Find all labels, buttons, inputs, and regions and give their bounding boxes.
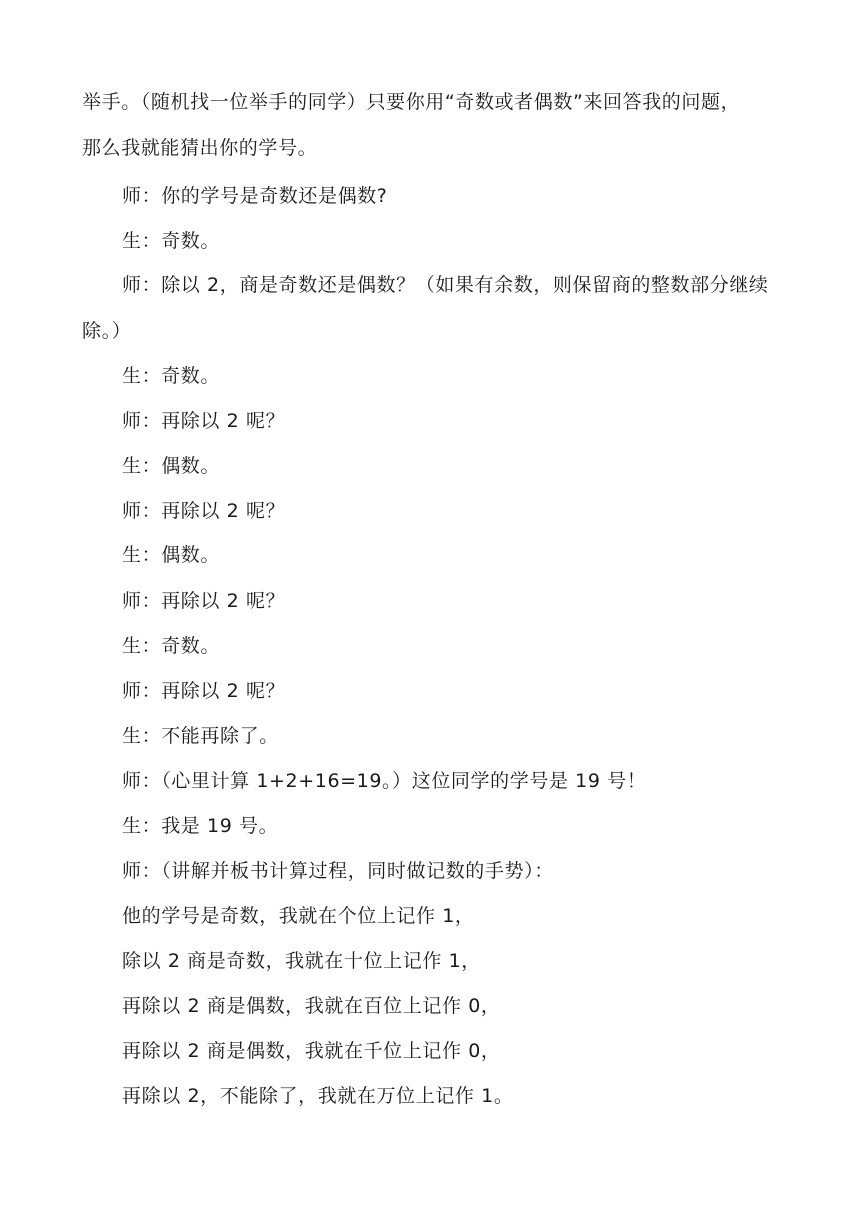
board-line: 再除以 2 商是偶数，我就在千位上记作 0，	[122, 1040, 501, 1062]
dialogue-line: 师：（心里计算 1+2+16=19。）这位同学的学号是 19 号！	[122, 770, 647, 792]
dialogue-line: 生：奇数。	[122, 635, 221, 657]
paragraph-line: 举手。（随机找一位举手的同学）只要你用“奇数或者偶数”来回答我的问题，	[82, 91, 741, 113]
dialogue-line: 师：再除以 2 呢？	[122, 410, 286, 432]
dialogue-line: 师：再除以 2 呢？	[122, 590, 286, 612]
dialogue-line: 生：不能再除了。	[122, 725, 279, 747]
board-line: 再除以 2 商是偶数，我就在百位上记作 0，	[122, 995, 501, 1017]
dialogue-line: 师：你的学号是奇数还是偶数?	[122, 185, 388, 207]
dialogue-line: 师：除以 2，商是奇数还是偶数？（如果有余数，则保留商的整数部分继续	[122, 274, 769, 296]
board-line: 再除以 2，不能除了，我就在万位上记作 1。	[122, 1085, 514, 1107]
paragraph-line: 那么我就能猜出你的学号。	[82, 137, 318, 159]
board-line: 除以 2 商是奇数，我就在十位上记作 1，	[122, 950, 481, 972]
dialogue-line: 师：再除以 2 呢？	[122, 500, 286, 522]
dialogue-line: 生：奇数。	[122, 230, 221, 252]
dialogue-line: 生：偶数。	[122, 544, 221, 566]
dialogue-line: 师：再除以 2 呢？	[122, 680, 286, 702]
paragraph-line: 除。）	[82, 320, 132, 342]
dialogue-line: 生：我是 19 号。	[122, 815, 279, 837]
dialogue-line: 师：（讲解并板书计算过程，同时做记数的手势）：	[122, 860, 554, 882]
dialogue-line: 生：奇数。	[122, 365, 221, 387]
dialogue-line: 生：偶数。	[122, 455, 221, 477]
board-line: 他的学号是奇数，我就在个位上记作 1，	[122, 905, 475, 927]
